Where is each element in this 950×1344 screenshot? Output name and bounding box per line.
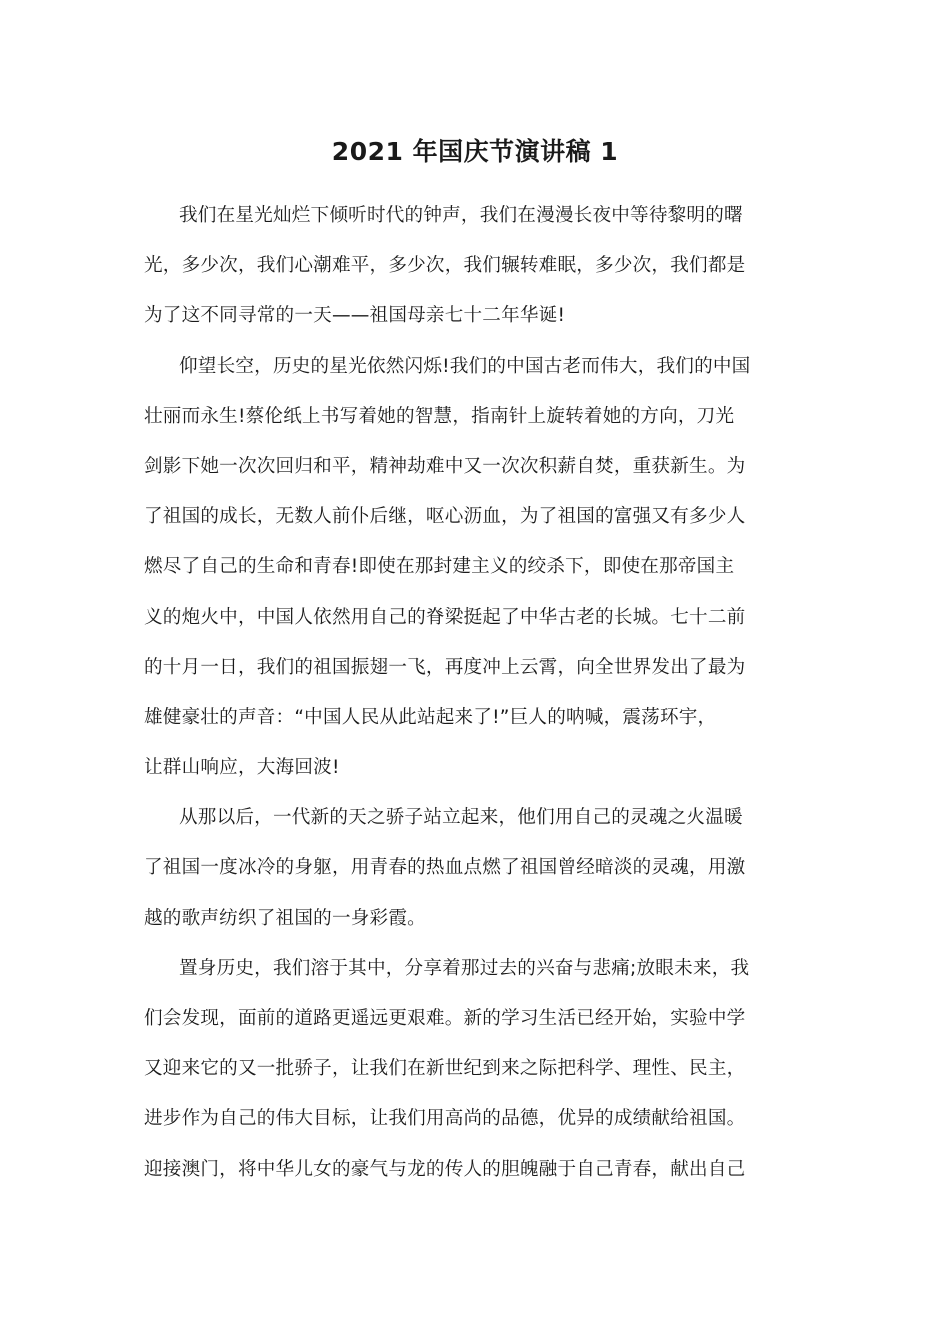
paragraph-line: 为了这不同寻常的一天——祖国母亲七十二年华诞!	[144, 305, 566, 327]
paragraph-line: 燃尽了自己的生命和青春!即使在那封建主义的绞杀下，即使在那帝国主	[144, 556, 735, 578]
paragraph-line: 仰望长空，历史的星光依然闪烁!我们的中国古老而伟大，我们的中国	[179, 355, 751, 377]
document-body	[144, 199, 778, 1203]
paragraph-line: 置身历史，我们溶于其中，分享着那过去的兴奋与悲痛;放眼未来，我	[179, 957, 750, 979]
document-title: 2021 年国庆节演讲稿 1	[331, 137, 619, 166]
paragraph-line: 我们在星光灿烂下倾听时代的钟声，我们在漫漫长夜中等待黎明的曙	[179, 205, 743, 226]
paragraph-line: 越的歌声纺织了祖国的一身彩霞。	[144, 907, 426, 929]
paragraph-line: 壮丽而永生!蔡伦纸上书写着她的智慧，指南针上旋转着她的方向，刀光	[144, 405, 735, 427]
paragraph-line: 让群山响应，大海回波!	[144, 757, 340, 779]
paragraph-line: 从那以后，一代新的天之骄子站立起来，他们用自己的灵魂之火温暖	[179, 807, 743, 829]
paragraph-line: 迎接澳门，将中华儿女的豪气与龙的传人的胆魄融于自己青春，献出自己	[144, 1158, 746, 1180]
paragraph-line: 了祖国的成长，无数人前仆后继，呕心沥血，为了祖国的富强又有多少人	[144, 506, 746, 528]
paragraph-line: 了祖国一度冰冷的身躯，用青春的热血点燃了祖国曾经暗淡的灵魂，用激	[144, 857, 746, 879]
paragraph-line: 进步作为自己的伟大目标，让我们用高尚的品德，优异的成绩献给祖国。	[144, 1108, 746, 1130]
paragraph-line: 们会发现，面前的道路更遥远更艰难。新的学习生活已经开始，实验中学	[144, 1008, 746, 1029]
paragraph-line: 雄健豪壮的声音：“中国人民从此站起来了!”巨人的呐喊，震荡环宇，	[144, 706, 717, 728]
paragraph-line: 光，多少次，我们心潮难平，多少次，我们辗转难眠，多少次，我们都是	[144, 255, 746, 277]
paragraph-line: 义的炮火中，中国人依然用自己的脊梁挺起了中华古老的长城。七十二前	[144, 606, 746, 628]
paragraph-line: 剑影下她一次次回归和平，精神劫难中又一次次积薪自焚，重获新生。为	[144, 455, 746, 477]
paragraph-line: 又迎来它的又一批骄子，让我们在新世纪到来之际把科学、理性、民主，	[144, 1058, 746, 1080]
paragraph-line: 的十月一日，我们的祖国振翅一飞，再度冲上云霄，向全世界发出了最为	[144, 656, 746, 678]
